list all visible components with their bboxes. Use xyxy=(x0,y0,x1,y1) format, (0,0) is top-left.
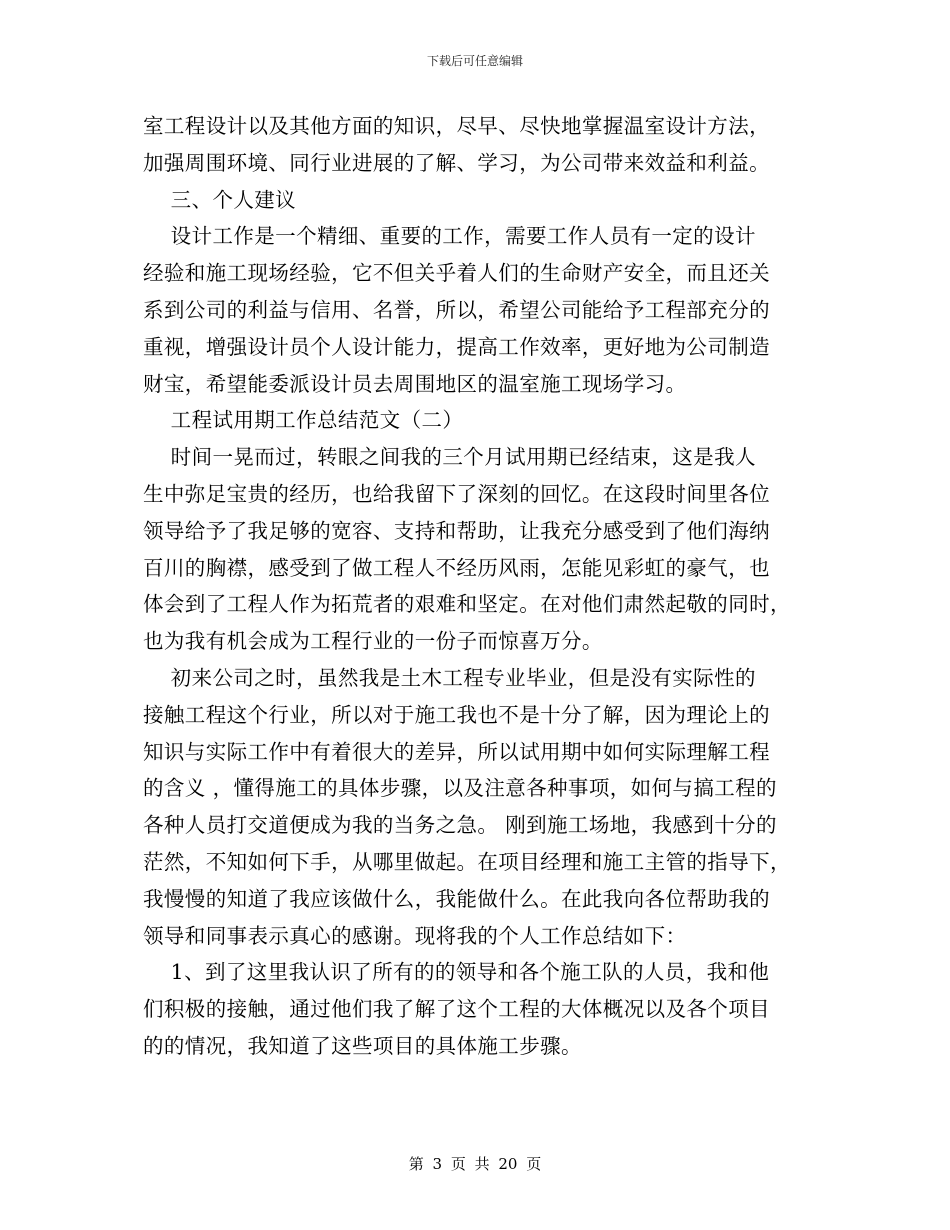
text-line: 1、到了这里我认识了所有的的领导和各个施工队的人员，我和他 xyxy=(143,960,770,985)
page-footer: 第 3 页 共 20 页 xyxy=(408,1155,542,1173)
text-line: 的的情况，我知道了这些项目的具体施工步骤。 xyxy=(143,1033,582,1058)
text-line: 工程试用期工作总结范文（二） xyxy=(143,408,464,433)
text-line: 三、个人建议 xyxy=(143,187,297,212)
text-line: 设计工作是一个精细、重要的工作，需要工作人员有一定的设计 xyxy=(143,224,756,249)
text-line: 的含义 ，懂得施工的具体步骤，以及注意各种事项，如何与搞工程的 xyxy=(143,776,777,801)
text-line: 加强周围环境、同行业进展的了解、学习，为公司带来效益和利益。 xyxy=(143,150,770,175)
text-line: 领导和同事表示真心的感谢。现将我的个人工作总结如下： xyxy=(143,923,687,948)
text-line: 时间一晃而过，转眼之间我的三个月试用期已经结束，这是我人 xyxy=(143,445,756,470)
text-line: 也为我有机会成为工程行业的一份子而惊喜万分。 xyxy=(143,629,603,654)
text-line: 初来公司之时，虽然我是土木工程专业毕业，但是没有实际性的 xyxy=(143,665,756,690)
text-line: 系到公司的利益与信用、名誉，所以，希望公司能给予工程部充分的 xyxy=(143,297,770,322)
text-line: 们积极的接触，通过他们我了解了这个工程的大体概况以及各个项目 xyxy=(143,997,770,1022)
text-line: 体会到了工程人作为拓荒者的艰难和坚定。在对他们肃然起敬的同时， xyxy=(143,592,791,617)
text-line: 知识与实际工作中有着很大的差异，所以试用期中如何实际理解工程 xyxy=(143,739,770,764)
text-line: 茫然，不知如何下手，从哪里做起。在项目经理和施工主管的指导下， xyxy=(143,849,791,874)
text-line: 重视，增强设计员个人设计能力，提高工作效率，更好地为公司制造 xyxy=(143,334,770,359)
text-line: 我慢慢的知道了我应该做什么，我能做什么。在此我向各位帮助我的 xyxy=(143,886,770,911)
text-line: 百川的胸襟，感受到了做工程人不经历风雨，怎能见彩虹的豪气，也 xyxy=(143,555,770,580)
text-line: 室工程设计以及其他方面的知识，尽早、尽快地掌握温室设计方法， xyxy=(143,114,770,138)
page-header: 下载后可任意编辑 xyxy=(426,54,523,68)
text-line: 经验和施工现场经验，它不但关乎着人们的生命财产安全，而且还关 xyxy=(143,261,770,286)
document-body xyxy=(143,108,807,1065)
text-line: 生中弥足宝贵的经历，也给我留下了深刻的回忆。在这段时间里各位 xyxy=(143,481,770,506)
text-line: 接触工程这个行业，所以对于施工我也不是十分了解，因为理论上的 xyxy=(143,702,770,727)
text-line: 财宝，希望能委派设计员去周围地区的温室施工现场学习。 xyxy=(143,371,687,396)
text-line: 领导给予了我足够的宽容、支持和帮助，让我充分感受到了他们海纳 xyxy=(143,518,770,543)
text-line: 各种人员打交道便成为我的当务之急。 刚到施工场地，我感到十分的 xyxy=(143,813,777,838)
